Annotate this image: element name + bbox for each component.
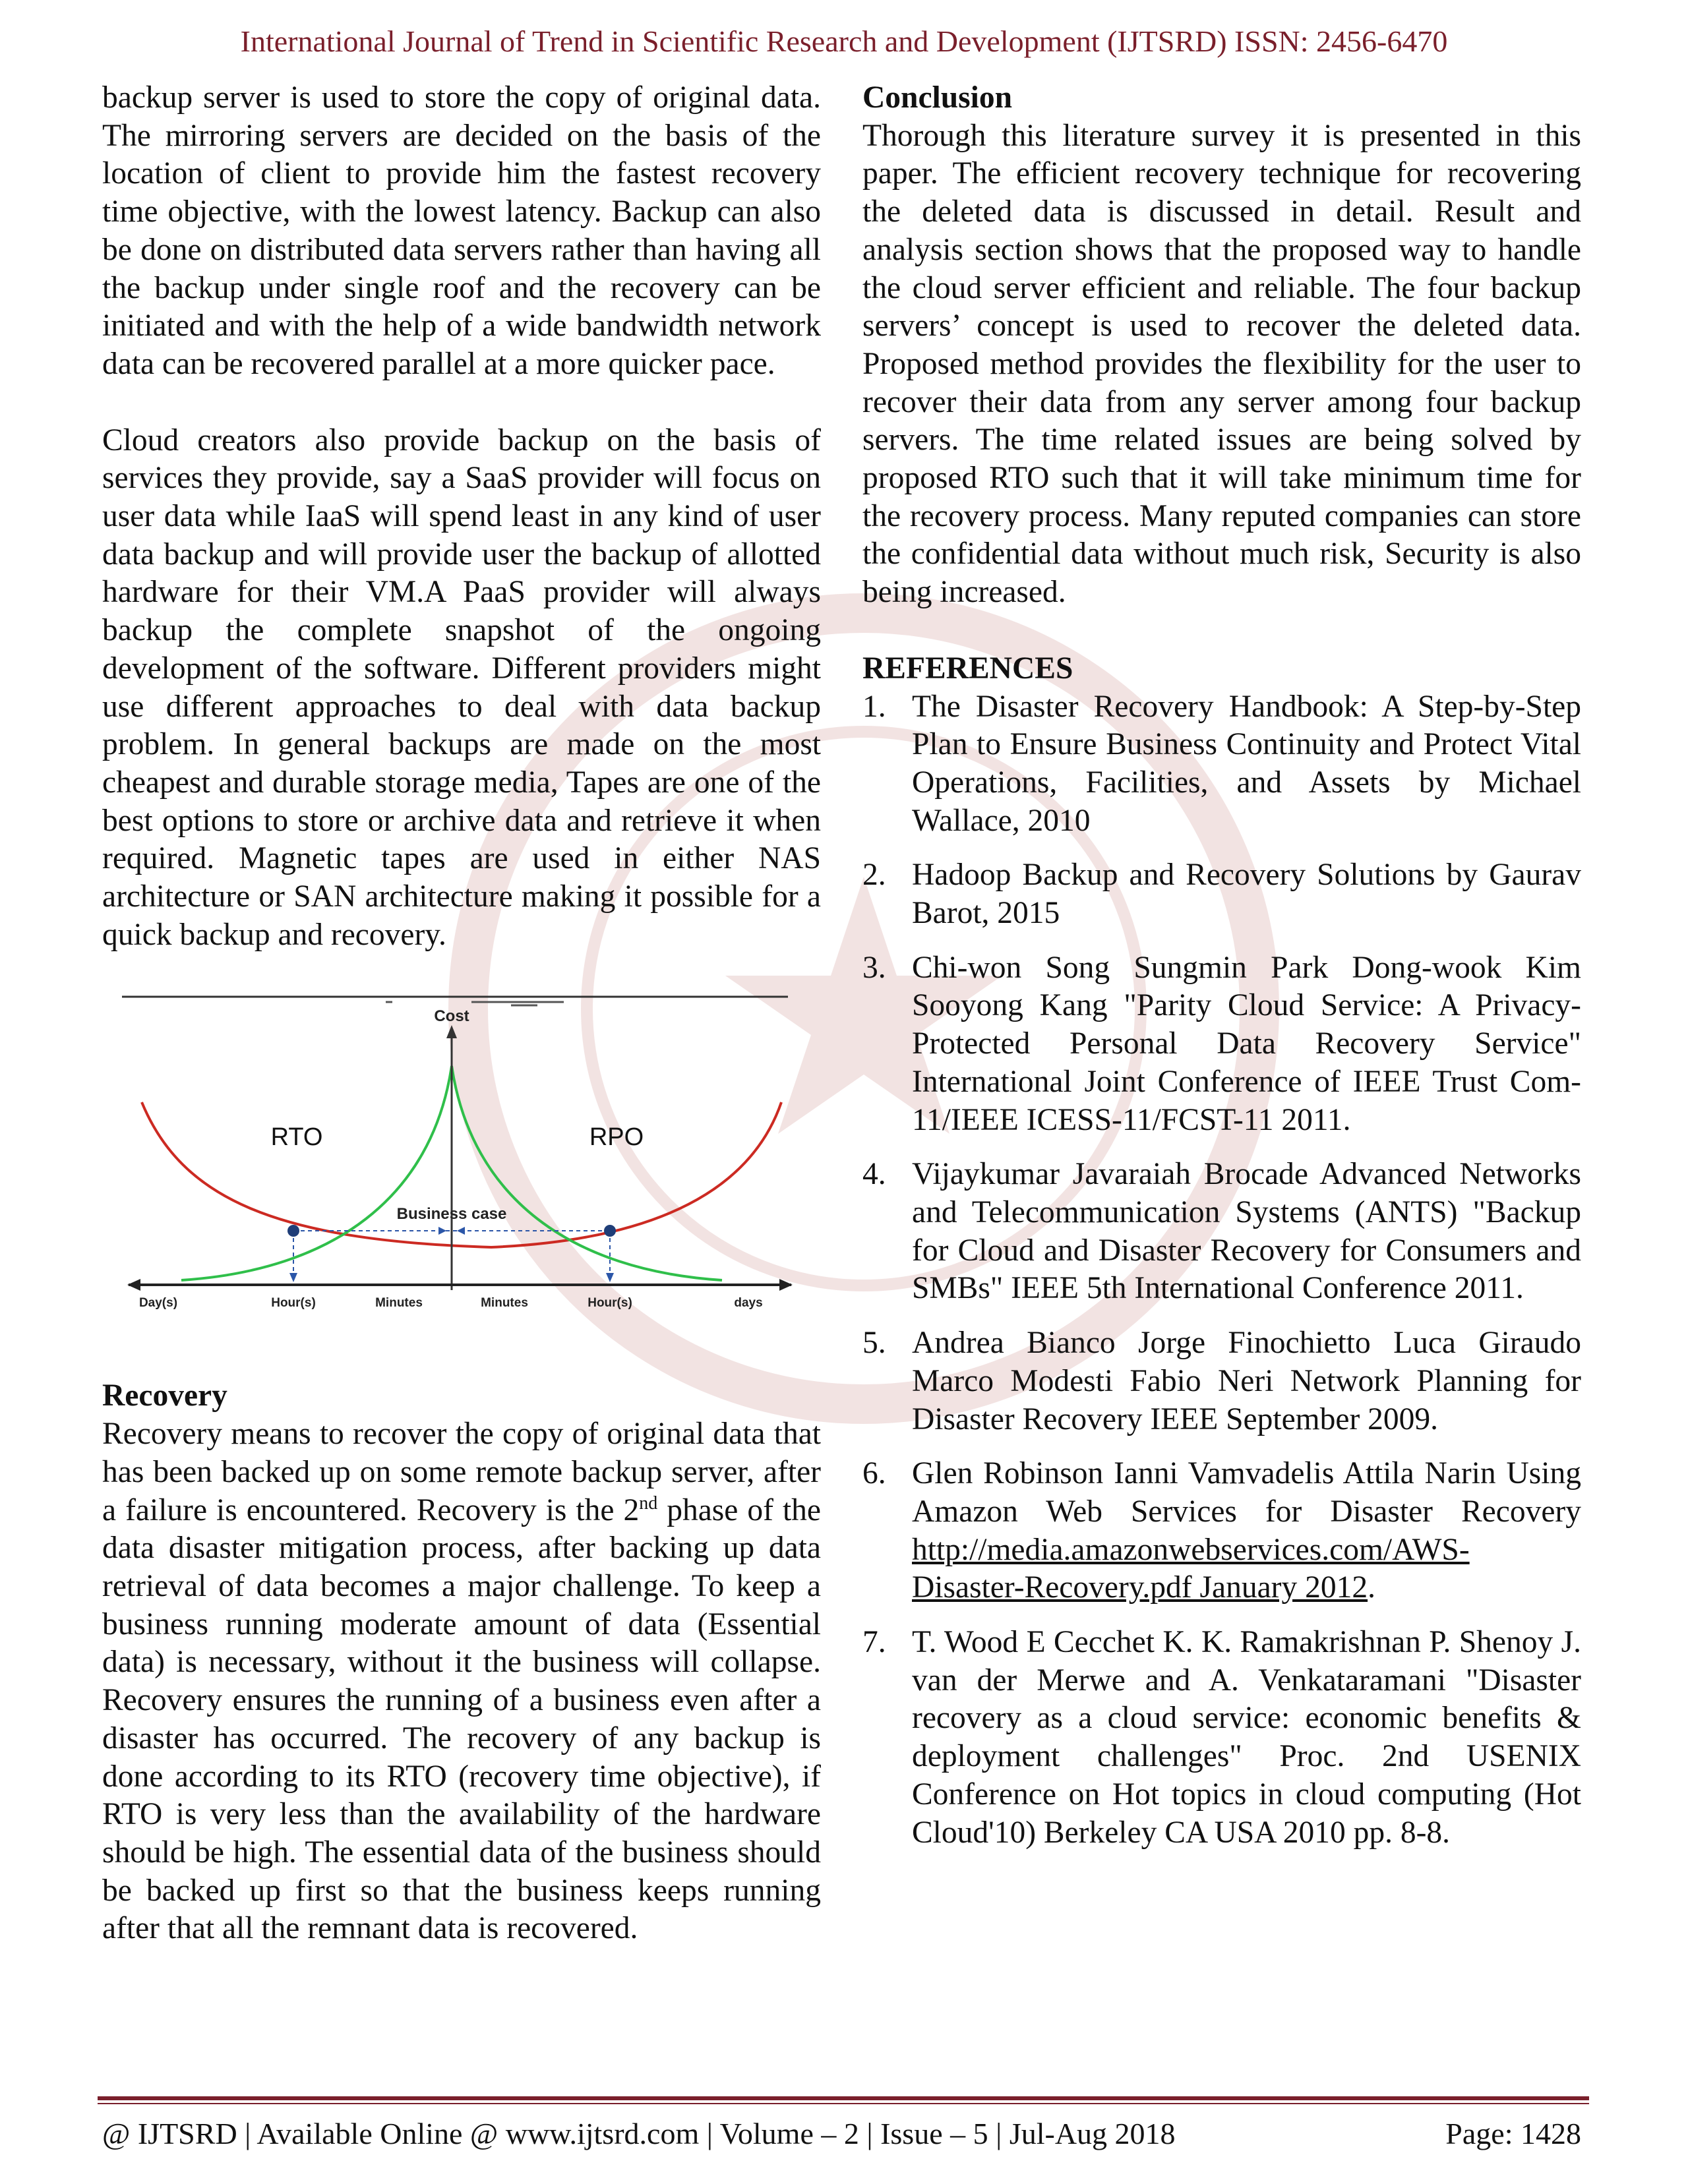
references-heading: REFERENCES <box>862 651 1073 686</box>
reference-text: Andrea Bianco Jorge Finochietto Luca Giraudo Marco Modesti Fabio Neri Network Planning for Disaster Recovery IEEE September 2009. <box>912 1326 1581 1436</box>
reference-text: Chi-won Song Sungmin Park Dong-wook Kim Sooyong Kang "Parity Cloud Service: A Privacy-Protected Personal Data Recovery Service" International Joint Conference of IEEE Trust Com-11/IEEE ICESS-11/FCST-11 2011. <box>912 950 1581 1137</box>
reference-item <box>862 1156 1581 1308</box>
axis-label-minutes-right: Minutes <box>481 1296 528 1311</box>
ordinal-superscript: nd <box>639 1492 658 1514</box>
rto-intersection-dot <box>287 1225 299 1237</box>
journal-header: International Journal of Trend in Scientific Research and Development (IJTSRD) ISSN: 2456-6470 <box>240 24 1448 58</box>
page-number: Page: 1428 <box>1445 2117 1581 2150</box>
right-column <box>862 79 1581 1868</box>
footer-rule-thin <box>98 2103 1589 2104</box>
axis-label-hours-left: Hour(s) <box>271 1296 316 1311</box>
rpo-intersection-dot <box>604 1225 616 1237</box>
reference-item <box>862 856 1581 932</box>
paragraph-conclusion: Thorough this literature survey it is presented in this paper. The efficient recovery technique for recovering the deleted data is discussed in detail. Result and analysis section shows that the proposed way to handle the cloud server efficient and reliable. The four backup servers’ concept is used to recover the deleted data. Proposed method provides the flexibility for the user to recover their data from any server among four backup servers. The time related issues are being solved by proposed RTO such that it will take minimum time for the recovery process. Many reputed companies can store the confidential data without much risk, Security is also being increased. <box>862 118 1581 610</box>
reference-number: 6. <box>862 1456 886 1491</box>
reference-text: Glen Robinson Ianni Vamvadelis Attila Narin Using Amazon Web Services for Disaster Recovery <box>912 1456 1581 1529</box>
reference-item <box>862 1624 1581 1852</box>
conclusion-heading: Conclusion <box>862 80 1013 115</box>
reference-number: 3. <box>862 950 886 985</box>
reference-number: 5. <box>862 1326 886 1361</box>
recovery-heading: Recovery <box>102 1378 227 1413</box>
axis-label-hours-right: Hour(s) <box>588 1296 632 1311</box>
rto-rpo-figure <box>102 980 814 1316</box>
reference-text: Vijaykumar Javaraiah Brocade Advanced Networks and Telecommunication Systems (ANTS) "Backup for Cloud and Disaster Recovery for Consumers and SMBs" IEEE 5th International Conference 2011. <box>912 1157 1581 1306</box>
references-list <box>862 688 1581 1852</box>
reference-text: The Disaster Recovery Handbook: A Step-by-Step Plan to Ensure Business Continuity and Protect Vital Operations, Facilities, and Assets by Michael Wallace, 2010 <box>912 689 1581 838</box>
reference-text: T. Wood E Cecchet K. K. Ramakrishnan P. Shenoy J. van der Merwe and A. Venkataramani "Disaster recovery as a cloud service: economic benefits & deployment challenges" Proc. 2nd USENIX Conference on Hot topics in cloud computing (Hot Cloud'10) Berkeley CA USA 2010 pp. 8-8. <box>912 1625 1581 1850</box>
reference-item <box>862 1455 1581 1607</box>
paragraph-recovery <box>102 1415 821 1948</box>
paragraph-backup-server: backup server is used to store the copy of original data. The mirroring servers are decided on the basis of the location of client to provide him the fastest recovery time objective, with the lowest latency. Backup can also be done on distributed data servers rather than having all the backup under single roof and the recovery can be initiated and with the help of a wide bandwidth network data can be recovered parallel at a more quicker pace. <box>102 80 821 381</box>
reference-number: 4. <box>862 1157 886 1192</box>
reference-item <box>862 688 1581 841</box>
axis-label-minutes-left: Minutes <box>375 1296 423 1311</box>
recovery-text-b: phase of the data disaster mitigation process, after backing up data retrieval of data becomes a major challenge. To keep a business running moderate amount of data (Essential data) is necessary, without it the business will collapse. Recovery ensures the running of a business even after a disaster has occurred. The recovery of any backup is done according to its RTO (recovery time objective), if RTO is very less than the availability of the hardware should be high. The essential data of the business should be backed up first so that the business keeps running after that all the remnant data is recovered. <box>102 1492 821 1946</box>
rto-label: RTO <box>270 1123 323 1152</box>
reference-text: Hadoop Backup and Recovery Solutions by Gaurav Barot, 2015 <box>912 858 1581 931</box>
business-case-label: Business case <box>396 1205 507 1224</box>
paragraph-cloud-creators: Cloud creators also provide backup on the basis of services they provide, say a SaaS provider will focus on user data while IaaS will spend least in any kind of user data backup and will provide user the backup of allotted hardware for their VM.A PaaS provider will always backup the complete snapshot of the ongoing development of the software. Different providers might use different approaches to deal with data backup problem. In general backups are made on the most cheapest and durable storage media, Tapes are one of the best options to store or archive data and retrieve it when required. Magnetic tapes are used in either NAS architecture or SAN architecture making it possible for a quick backup and recovery. <box>102 423 821 952</box>
reference-item <box>862 1324 1581 1438</box>
reference-item <box>862 949 1581 1140</box>
reference-link[interactable]: http://media.amazonwebservices.com/AWS-Disaster-Recovery.pdf January 2012 <box>912 1532 1470 1605</box>
reference-number: 1. <box>862 689 886 724</box>
axis-label-days-left: Day(s) <box>138 1296 178 1311</box>
left-column <box>102 79 821 1948</box>
cost-axis-label: Cost <box>434 1007 469 1026</box>
reference-number: 2. <box>862 858 886 893</box>
red-curve <box>142 1102 781 1247</box>
rpo-label: RPO <box>589 1123 644 1152</box>
reference-trailing-period: . <box>1368 1570 1375 1605</box>
footer-rule <box>98 2096 1589 2100</box>
footer-info: @ IJTSRD | Available Online @ www.ijtsrd.com | Volume – 2 | Issue – 5 | Jul-Aug 2018 <box>102 2117 1176 2150</box>
recovery-text-a: Recovery means to recover the copy of original data that has been backed up on some remote backup server, after a failure is encountered. Recovery is the 2 <box>102 1417 821 1527</box>
axis-label-days-right: days <box>734 1296 763 1311</box>
reference-number: 7. <box>862 1625 886 1660</box>
